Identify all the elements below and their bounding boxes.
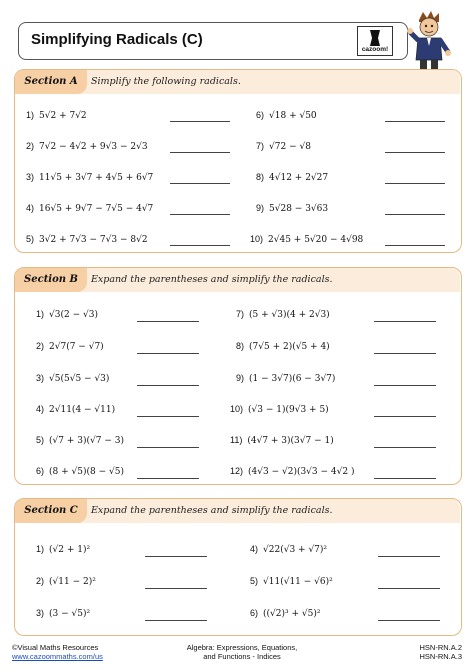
answer-line[interactable] [378, 620, 440, 621]
question-b7: 7) (5 + √3)(4 + 2√3) [236, 309, 330, 320]
title-box [18, 22, 408, 60]
answer-line[interactable] [170, 183, 230, 184]
question-a6: 6) √18 + √50 [256, 110, 317, 121]
section-c-instruction: Expand the parentheses and simplify the radicals. [91, 505, 333, 516]
question-c3: 3) (3 − √5)² [36, 608, 91, 619]
answer-line[interactable] [170, 245, 230, 246]
footer-copyright: ©Visual Maths Resources [12, 643, 99, 652]
answer-line[interactable] [170, 152, 230, 153]
question-b9: 9) (1 − 3√7)(6 − 3√7) [236, 373, 336, 384]
answer-line[interactable] [385, 121, 445, 122]
question-b2: 2) 2√7(7 − √7) [36, 341, 104, 352]
section-b-label: Section B [15, 268, 87, 292]
section-a-label: Section A [15, 70, 87, 94]
answer-line[interactable] [374, 385, 436, 386]
question-c2: 2) (√11 − 2)² [36, 576, 96, 587]
question-a8: 8) 4√12 + 2√27 [256, 172, 329, 183]
footer-standard-1: HSN-RN.A.2 [419, 643, 462, 652]
answer-line[interactable] [137, 478, 199, 479]
answer-line[interactable] [374, 478, 436, 479]
answer-line[interactable] [374, 353, 436, 354]
answer-line[interactable] [374, 321, 436, 322]
question-a7: 7) √72 − √8 [256, 141, 311, 152]
footer-left [12, 643, 103, 661]
question-a1: 1) 5√2 + 7√2 [26, 110, 87, 121]
cazoom-logo [357, 26, 393, 56]
answer-line[interactable] [137, 447, 199, 448]
footer-url-link[interactable]: www.cazoommaths.com/us [12, 652, 103, 661]
footer-topic-line2: and Functions - Indices [203, 652, 281, 661]
answer-line[interactable] [137, 416, 199, 417]
question-c5: 5) √11(√11 − √6)² [250, 576, 333, 587]
footer-topic-line1: Algebra: Expressions, Equations, [186, 643, 298, 652]
answer-line[interactable] [170, 214, 230, 215]
question-b1: 1) √3(2 − √3) [36, 309, 98, 320]
section-b-instruction: Expand the parentheses and simplify the radicals. [91, 274, 333, 285]
answer-line[interactable] [137, 385, 199, 386]
answer-line[interactable] [137, 321, 199, 322]
question-c1: 1) (√2 + 1)² [36, 544, 91, 555]
answer-line[interactable] [137, 353, 199, 354]
question-a2: 2) 7√2 − 4√2 + 9√3 − 2√3 [26, 141, 148, 152]
answer-line[interactable] [145, 588, 207, 589]
answer-line[interactable] [385, 152, 445, 153]
answer-line[interactable] [378, 556, 440, 557]
footer-right [400, 643, 462, 661]
page-title: Simplifying Radicals (C) [31, 31, 203, 48]
question-a5: 5) 3√2 + 7√3 − 7√3 − 8√2 [26, 234, 148, 245]
question-b4: 4) 2√11(4 − √11) [36, 404, 116, 415]
section-a-instruction: Simplify the following radicals. [91, 76, 241, 87]
answer-line[interactable] [385, 183, 445, 184]
logo-mark-icon [370, 30, 380, 46]
question-c6: 6) ((√2)³ + √5)² [250, 608, 321, 619]
question-c4: 4) √22(√3 + √7)² [250, 544, 328, 555]
question-b5: 5) (√7 + 3)(√7 − 3) [36, 435, 124, 446]
question-b10: 10) (√3 − 1)(9√3 + 5) [230, 404, 329, 415]
footer-standard-2: HSN-RN.A.3 [419, 652, 462, 661]
logo-text: cazoom! [361, 46, 389, 53]
answer-line[interactable] [378, 588, 440, 589]
section-c-header [15, 499, 460, 523]
question-a10: 10) 2√45 + 5√20 − 4√98 [250, 234, 364, 245]
question-b12: 12) (4√3 − √2)(3√3 − 4√2 ) [230, 466, 355, 477]
footer-center [180, 643, 304, 661]
answer-line[interactable] [374, 447, 436, 448]
section-b-header [15, 268, 460, 292]
answer-line[interactable] [145, 556, 207, 557]
answer-line[interactable] [170, 121, 230, 122]
question-b3: 3) √5(5√5 − √3) [36, 373, 110, 384]
answer-line[interactable] [385, 245, 445, 246]
question-b8: 8) (7√5 + 2)(√5 + 4) [236, 341, 330, 352]
section-a-header [15, 70, 460, 94]
section-a [14, 69, 462, 253]
section-c-label: Section C [15, 499, 87, 523]
answer-line[interactable] [145, 620, 207, 621]
question-a4: 4) 16√5 + 9√7 − 7√5 − 4√7 [26, 203, 154, 214]
question-b11: 11) (4√7 + 3)(3√7 − 1) [230, 435, 334, 446]
question-a9: 9) 5√28 − 3√63 [256, 203, 329, 214]
answer-line[interactable] [374, 416, 436, 417]
question-a3: 3) 11√5 + 3√7 + 4√5 + 6√7 [26, 172, 154, 183]
question-b6: 6) (8 + √5)(8 − √5) [36, 466, 124, 477]
answer-line[interactable] [385, 214, 445, 215]
